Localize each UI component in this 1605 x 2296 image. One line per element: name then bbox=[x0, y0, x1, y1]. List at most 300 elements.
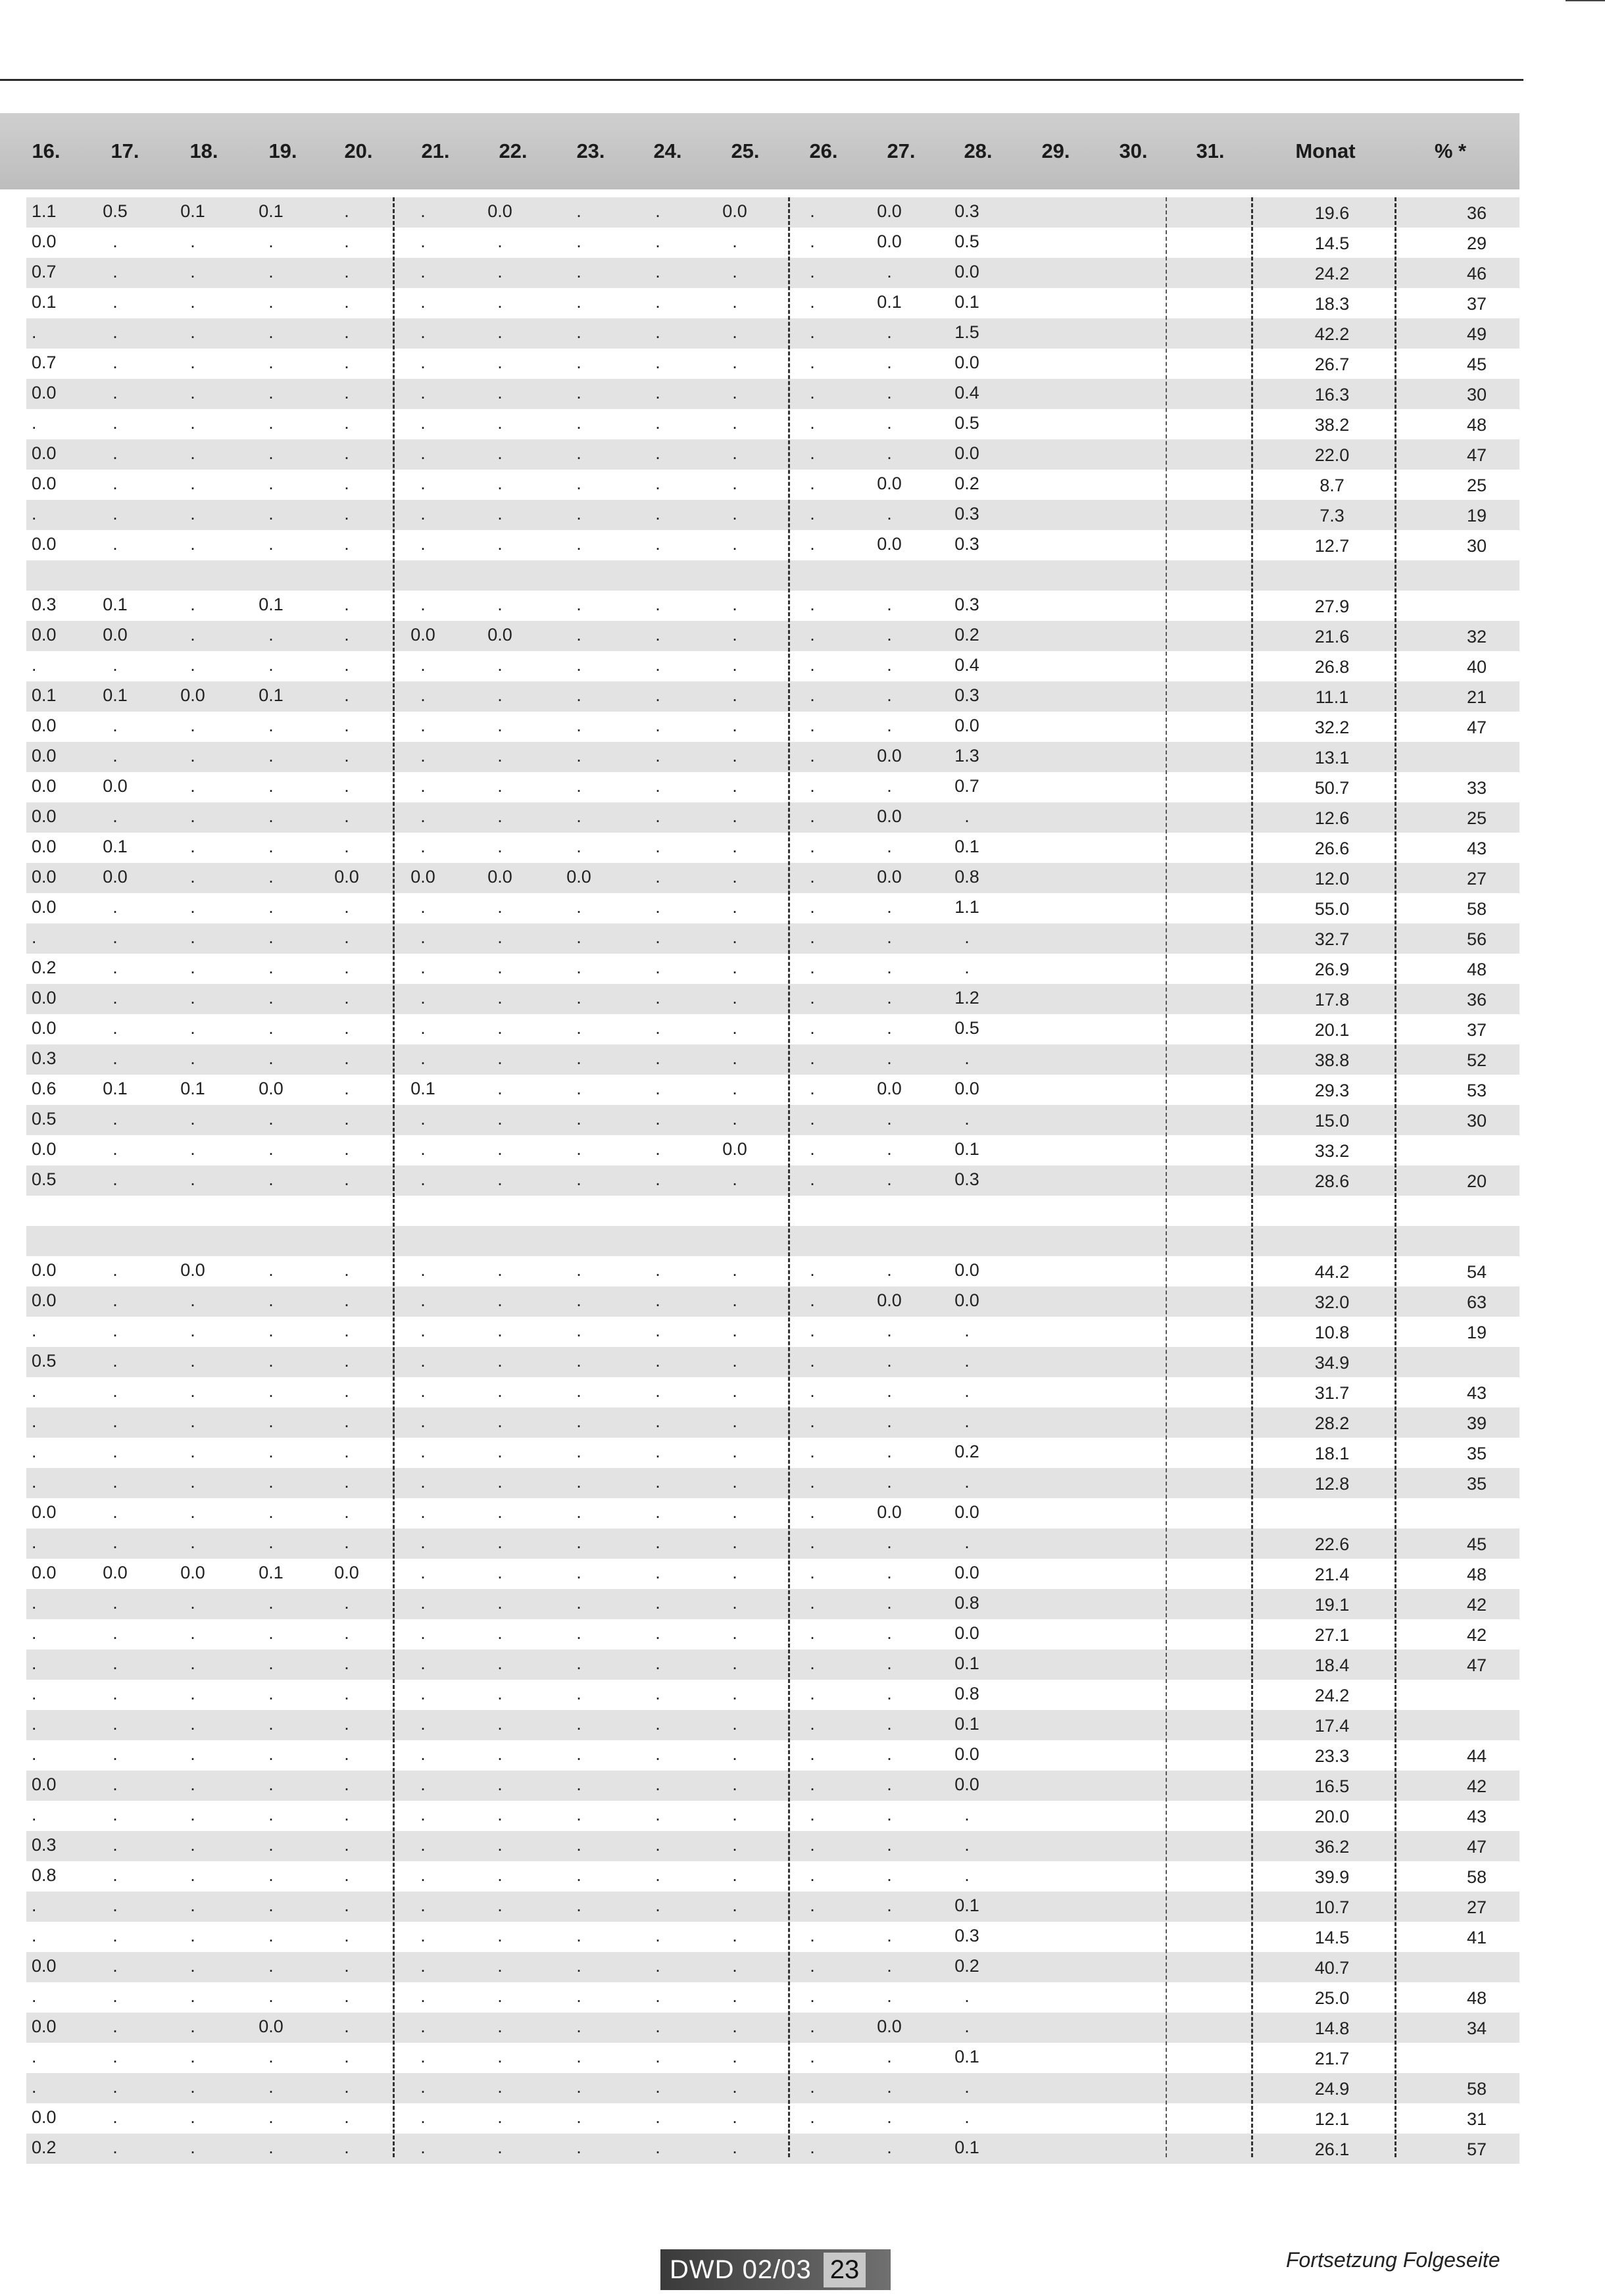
day-cell: . bbox=[655, 746, 660, 766]
day-cell: . bbox=[655, 1048, 660, 1068]
spacer-row bbox=[26, 1196, 1519, 1226]
day-cell: . bbox=[655, 474, 660, 493]
table-row bbox=[26, 1589, 1519, 1619]
day-cell: . bbox=[732, 1048, 737, 1068]
day-cell: 0.0 bbox=[32, 1563, 57, 1582]
day-cell: . bbox=[344, 1321, 349, 1340]
day-cell: . bbox=[112, 353, 118, 372]
day-cell: . bbox=[32, 1986, 37, 2006]
day-cell: . bbox=[112, 1139, 118, 1159]
day-cell: . bbox=[732, 504, 737, 524]
monat-cell: 33.2 bbox=[1314, 1141, 1350, 1161]
day-cell: . bbox=[887, 1623, 892, 1643]
day-cell: . bbox=[190, 958, 195, 977]
table-row bbox=[26, 833, 1519, 863]
day-cell: . bbox=[887, 322, 892, 342]
day-cell: 0.0 bbox=[32, 1502, 57, 1522]
day-cell: . bbox=[32, 504, 37, 524]
day-cell: 0.0 bbox=[32, 534, 57, 554]
day-cell: . bbox=[420, 716, 426, 735]
day-cell: . bbox=[810, 595, 815, 614]
day-cell: . bbox=[420, 262, 426, 281]
day-cell: . bbox=[576, 1563, 581, 1582]
day-cell: . bbox=[112, 1048, 118, 1068]
day-cell: 0.0 bbox=[954, 1502, 979, 1522]
day-cell: . bbox=[887, 2107, 892, 2127]
percent-cell: 32 bbox=[1466, 627, 1487, 647]
day-cell: . bbox=[576, 1593, 581, 1613]
monat-cell: 16.5 bbox=[1314, 1776, 1350, 1796]
day-cell: . bbox=[112, 504, 118, 524]
day-cell: 0.5 bbox=[32, 1109, 57, 1129]
day-cell: . bbox=[32, 927, 37, 947]
day-cell: . bbox=[810, 1290, 815, 1310]
day-cell: . bbox=[344, 2016, 349, 2036]
day-cell: . bbox=[810, 988, 815, 1008]
day-cell: . bbox=[112, 443, 118, 463]
day-cell: . bbox=[112, 1895, 118, 1915]
day-cell: . bbox=[112, 1321, 118, 1340]
day-cell: . bbox=[420, 1442, 426, 1461]
monat-cell: 23.3 bbox=[1314, 1746, 1350, 1766]
day-cell: 0.1 bbox=[259, 1563, 284, 1582]
monat-cell: 8.7 bbox=[1320, 476, 1345, 495]
day-cell: . bbox=[576, 655, 581, 675]
percent-cell: 45 bbox=[1466, 354, 1487, 374]
table-row bbox=[26, 1468, 1519, 1498]
day-cell: . bbox=[420, 927, 426, 947]
day-cell: . bbox=[655, 1502, 660, 1522]
day-cell: . bbox=[112, 2077, 118, 2097]
day-cell: . bbox=[576, 2047, 581, 2066]
day-cell: 0.8 bbox=[954, 1684, 979, 1703]
day-cell: . bbox=[344, 1381, 349, 1401]
day-cell: . bbox=[887, 1563, 892, 1582]
day-cell: 0.5 bbox=[103, 201, 128, 221]
day-cell: . bbox=[887, 2137, 892, 2157]
table-row bbox=[26, 1317, 1519, 1347]
day-cell: 0.3 bbox=[954, 1926, 979, 1945]
day-header: 27. bbox=[887, 139, 916, 162]
day-cell: . bbox=[732, 383, 737, 403]
day-cell: 0.3 bbox=[954, 1169, 979, 1189]
monat-cell: 39.9 bbox=[1314, 1867, 1350, 1887]
day-cell: . bbox=[497, 897, 503, 917]
day-cell: . bbox=[887, 1048, 892, 1068]
monat-cell: 14.5 bbox=[1314, 233, 1350, 253]
day-cell: . bbox=[344, 988, 349, 1008]
day-cell: . bbox=[112, 2016, 118, 2036]
day-cell: . bbox=[887, 685, 892, 705]
monat-cell: 18.4 bbox=[1314, 1655, 1350, 1675]
day-cell: 0.0 bbox=[954, 262, 979, 281]
day-cell: . bbox=[190, 2047, 195, 2066]
table-row bbox=[26, 863, 1519, 893]
day-cell: 0.0 bbox=[180, 1260, 205, 1280]
monat-cell: 18.3 bbox=[1314, 294, 1350, 314]
day-cell: . bbox=[810, 685, 815, 705]
day-header: 19. bbox=[268, 139, 297, 162]
day-cell: . bbox=[344, 1532, 349, 1552]
monat-cell: 12.8 bbox=[1314, 1474, 1350, 1494]
day-cell: 1.2 bbox=[954, 988, 979, 1008]
day-cell: . bbox=[190, 1048, 195, 1068]
day-cell: 0.1 bbox=[259, 685, 284, 705]
day-cell: . bbox=[576, 897, 581, 917]
day-cell: . bbox=[344, 1774, 349, 1794]
day-cell: . bbox=[497, 1381, 503, 1401]
day-cell: . bbox=[887, 1684, 892, 1703]
day-cell: . bbox=[190, 1351, 195, 1371]
day-cell: . bbox=[190, 1744, 195, 1764]
percent-cell: 56 bbox=[1466, 929, 1487, 949]
day-cell: . bbox=[655, 2077, 660, 2097]
day-cell: . bbox=[32, 1714, 37, 1734]
day-cell: . bbox=[576, 1502, 581, 1522]
day-cell: . bbox=[887, 443, 892, 463]
table-row bbox=[26, 409, 1519, 439]
day-cell: . bbox=[32, 2047, 37, 2066]
day-cell: . bbox=[190, 1986, 195, 2006]
day-cell: . bbox=[732, 776, 737, 796]
monat-cell: 10.8 bbox=[1314, 1323, 1350, 1342]
day-cell: 0.3 bbox=[954, 504, 979, 524]
day-cell: 0.7 bbox=[32, 262, 57, 281]
day-cell: . bbox=[112, 1623, 118, 1643]
day-cell: . bbox=[497, 655, 503, 675]
day-cell: . bbox=[420, 897, 426, 917]
day-cell: . bbox=[497, 595, 503, 614]
day-cell: 0.5 bbox=[954, 1018, 979, 1038]
day-cell: . bbox=[420, 1018, 426, 1038]
day-cell: . bbox=[112, 1684, 118, 1703]
monat-cell: 14.5 bbox=[1314, 1928, 1350, 1947]
day-cell: . bbox=[497, 534, 503, 554]
day-cell: . bbox=[732, 1563, 737, 1582]
day-cell: . bbox=[268, 534, 274, 554]
table-row bbox=[26, 318, 1519, 349]
day-cell: . bbox=[887, 655, 892, 675]
day-cell: . bbox=[655, 1532, 660, 1552]
day-cell: . bbox=[268, 1744, 274, 1764]
day-cell: . bbox=[497, 746, 503, 766]
day-cell: . bbox=[497, 2047, 503, 2066]
day-cell: 0.0 bbox=[877, 2016, 902, 2036]
day-cell: . bbox=[32, 1623, 37, 1643]
day-cell: . bbox=[810, 776, 815, 796]
day-cell: . bbox=[420, 1805, 426, 1824]
day-cell: . bbox=[344, 1926, 349, 1945]
percent-cell: 45 bbox=[1466, 1534, 1487, 1554]
day-cell: . bbox=[268, 1169, 274, 1189]
day-cell: . bbox=[190, 2107, 195, 2127]
day-cell: 0.0 bbox=[32, 474, 57, 493]
day-cell: . bbox=[190, 1109, 195, 1129]
day-cell: . bbox=[268, 1018, 274, 1038]
day-cell: . bbox=[497, 1532, 503, 1552]
day-cell: . bbox=[732, 927, 737, 947]
day-cell: . bbox=[576, 595, 581, 614]
day-cell: . bbox=[732, 2016, 737, 2036]
day-cell: . bbox=[268, 1109, 274, 1129]
monat-cell: 21.6 bbox=[1314, 627, 1350, 647]
day-cell: . bbox=[576, 1714, 581, 1734]
day-cell: . bbox=[964, 2077, 970, 2097]
day-cell: 0.1 bbox=[410, 1079, 435, 1098]
day-cell: . bbox=[190, 1018, 195, 1038]
day-cell: . bbox=[420, 837, 426, 856]
table-row bbox=[26, 1649, 1519, 1680]
day-cell: . bbox=[420, 1653, 426, 1673]
day-cell: . bbox=[344, 1109, 349, 1129]
table-row bbox=[26, 1952, 1519, 1982]
day-cell: . bbox=[344, 474, 349, 493]
day-cell: . bbox=[497, 806, 503, 826]
day-cell: . bbox=[810, 2047, 815, 2066]
day-header: 30. bbox=[1119, 139, 1148, 162]
day-cell: . bbox=[887, 1774, 892, 1794]
day-cell: . bbox=[344, 746, 349, 766]
day-cell: . bbox=[268, 1865, 274, 1885]
day-cell: . bbox=[732, 1623, 737, 1643]
table-row bbox=[26, 1740, 1519, 1771]
continuation-note: Fortsetzung Folgeseite bbox=[1286, 2248, 1500, 2272]
day-cell: 0.0 bbox=[32, 232, 57, 251]
day-cell: . bbox=[655, 1714, 660, 1734]
day-cell: . bbox=[344, 262, 349, 281]
day-cell: . bbox=[112, 1351, 118, 1371]
day-cell: . bbox=[964, 1321, 970, 1340]
day-cell: . bbox=[576, 1774, 581, 1794]
day-cell: . bbox=[964, 2016, 970, 2036]
day-cell: . bbox=[420, 1926, 426, 1945]
day-cell: 0.0 bbox=[566, 867, 591, 887]
day-cell: . bbox=[576, 746, 581, 766]
day-cell: . bbox=[268, 837, 274, 856]
day-cell: . bbox=[344, 1290, 349, 1310]
percent-cell: 34 bbox=[1466, 2018, 1487, 2038]
day-cell: . bbox=[32, 1926, 37, 1945]
table-row bbox=[26, 1075, 1519, 1105]
day-cell: . bbox=[112, 1956, 118, 1976]
day-cell: 0.0 bbox=[32, 1018, 57, 1038]
day-cell: . bbox=[420, 1381, 426, 1401]
day-cell: . bbox=[576, 534, 581, 554]
day-cell: . bbox=[268, 655, 274, 675]
monat-cell: 42.2 bbox=[1314, 324, 1350, 344]
day-cell: . bbox=[655, 413, 660, 433]
day-cell: . bbox=[344, 1744, 349, 1764]
table-row bbox=[26, 802, 1519, 833]
day-cell: . bbox=[964, 1472, 970, 1492]
day-cell: . bbox=[810, 201, 815, 221]
table-row bbox=[26, 1407, 1519, 1438]
day-cell: . bbox=[732, 1532, 737, 1552]
day-cell: . bbox=[497, 716, 503, 735]
day-cell: . bbox=[32, 1532, 37, 1552]
day-cell: . bbox=[732, 2137, 737, 2157]
day-cell: . bbox=[190, 1865, 195, 1885]
day-cell: 0.0 bbox=[32, 837, 57, 856]
day-cell: . bbox=[655, 595, 660, 614]
day-cell: . bbox=[810, 1623, 815, 1643]
day-cell: 0.0 bbox=[259, 2016, 284, 2036]
monat-header: Monat bbox=[1295, 139, 1356, 162]
day-cell: . bbox=[112, 927, 118, 947]
day-cell: . bbox=[190, 2137, 195, 2157]
day-cell: . bbox=[810, 474, 815, 493]
day-cell: . bbox=[576, 353, 581, 372]
day-cell: . bbox=[732, 1714, 737, 1734]
day-cell: . bbox=[576, 1532, 581, 1552]
day-cell: . bbox=[420, 806, 426, 826]
day-cell: . bbox=[655, 534, 660, 554]
percent-cell: 48 bbox=[1466, 1988, 1487, 2008]
day-cell: . bbox=[112, 1109, 118, 1129]
day-cell: . bbox=[268, 1593, 274, 1613]
day-cell: . bbox=[810, 2107, 815, 2127]
day-cell: . bbox=[268, 262, 274, 281]
day-cell: . bbox=[887, 1835, 892, 1855]
percent-cell: 58 bbox=[1466, 2079, 1487, 2099]
day-cell: . bbox=[190, 746, 195, 766]
day-cell: . bbox=[190, 504, 195, 524]
day-cell: . bbox=[576, 927, 581, 947]
day-cell: . bbox=[268, 1835, 274, 1855]
monat-cell: 12.0 bbox=[1314, 869, 1350, 889]
day-cell: . bbox=[576, 2137, 581, 2157]
day-cell: 0.0 bbox=[32, 1774, 57, 1794]
day-cell: . bbox=[112, 897, 118, 917]
day-cell: . bbox=[268, 1805, 274, 1824]
day-cell: . bbox=[344, 1502, 349, 1522]
day-cell: . bbox=[576, 1139, 581, 1159]
day-cell: . bbox=[420, 2107, 426, 2127]
day-cell: . bbox=[887, 1018, 892, 1038]
day-cell: . bbox=[732, 262, 737, 281]
day-cell: . bbox=[732, 806, 737, 826]
day-cell: . bbox=[112, 1442, 118, 1461]
day-cell: . bbox=[32, 2077, 37, 2097]
day-cell: 0.4 bbox=[954, 655, 979, 675]
day-cell: . bbox=[655, 1563, 660, 1582]
day-cell: . bbox=[268, 1956, 274, 1976]
day-cell: . bbox=[190, 716, 195, 735]
day-cell: . bbox=[420, 746, 426, 766]
day-cell: . bbox=[497, 1290, 503, 1310]
day-cell: . bbox=[576, 1018, 581, 1038]
day-cell: 0.3 bbox=[954, 595, 979, 614]
spacer-row bbox=[26, 1226, 1519, 1256]
day-cell: . bbox=[810, 837, 815, 856]
day-cell: 0.1 bbox=[32, 685, 57, 705]
day-cell: . bbox=[887, 1139, 892, 1159]
day-cell: . bbox=[420, 1986, 426, 2006]
day-cell: . bbox=[344, 897, 349, 917]
day-cell: . bbox=[576, 1744, 581, 1764]
day-cell: . bbox=[190, 1926, 195, 1945]
percent-cell: 37 bbox=[1466, 1020, 1487, 1040]
day-cell: . bbox=[655, 2137, 660, 2157]
day-cell: . bbox=[655, 1956, 660, 1976]
day-cell: . bbox=[497, 1411, 503, 1431]
day-cell: . bbox=[497, 474, 503, 493]
day-cell: . bbox=[497, 1139, 503, 1159]
table-row bbox=[26, 258, 1519, 288]
day-cell: . bbox=[732, 1926, 737, 1945]
day-cell: . bbox=[732, 1018, 737, 1038]
day-cell: . bbox=[420, 1956, 426, 1976]
percent-cell: 35 bbox=[1466, 1474, 1487, 1494]
monat-cell: 15.0 bbox=[1314, 1111, 1350, 1131]
day-cell: 0.1 bbox=[180, 201, 205, 221]
day-cell: . bbox=[268, 474, 274, 493]
day-cell: . bbox=[190, 443, 195, 463]
day-cell: . bbox=[497, 1774, 503, 1794]
day-cell: . bbox=[112, 1805, 118, 1824]
percent-cell: 43 bbox=[1466, 839, 1487, 858]
table-row bbox=[26, 1619, 1519, 1649]
table-row bbox=[26, 2134, 1519, 2164]
day-cell: . bbox=[576, 1048, 581, 1068]
day-cell: . bbox=[268, 625, 274, 645]
day-cell: . bbox=[576, 1442, 581, 1461]
day-cell: 0.7 bbox=[32, 353, 57, 372]
percent-cell: 48 bbox=[1466, 960, 1487, 979]
day-cell: . bbox=[655, 867, 660, 887]
day-cell: . bbox=[344, 1956, 349, 1976]
day-header: 31. bbox=[1196, 139, 1225, 162]
day-cell: . bbox=[732, 1684, 737, 1703]
day-cell: . bbox=[190, 1381, 195, 1401]
day-cell: . bbox=[964, 1109, 970, 1129]
table-row bbox=[26, 772, 1519, 802]
day-cell: . bbox=[497, 1169, 503, 1189]
day-cell: . bbox=[732, 897, 737, 917]
day-cell: . bbox=[112, 232, 118, 251]
day-cell: . bbox=[887, 1653, 892, 1673]
day-cell: . bbox=[732, 1169, 737, 1189]
spacer-row bbox=[26, 560, 1519, 591]
day-cell: 0.0 bbox=[32, 1260, 57, 1280]
day-cell: . bbox=[576, 232, 581, 251]
day-cell: 0.0 bbox=[877, 806, 902, 826]
day-cell: . bbox=[190, 837, 195, 856]
day-cell: . bbox=[497, 1895, 503, 1915]
day-cell: . bbox=[268, 867, 274, 887]
table-row bbox=[26, 197, 1519, 228]
day-cell: . bbox=[576, 504, 581, 524]
day-cell: . bbox=[344, 1895, 349, 1915]
day-cell: . bbox=[420, 776, 426, 796]
day-cell: . bbox=[887, 1714, 892, 1734]
table-row bbox=[26, 1347, 1519, 1377]
day-cell: . bbox=[655, 2016, 660, 2036]
percent-cell: 44 bbox=[1466, 1746, 1487, 1766]
day-cell: . bbox=[810, 443, 815, 463]
day-cell: . bbox=[190, 1714, 195, 1734]
day-cell: . bbox=[112, 988, 118, 1008]
day-cell: . bbox=[576, 625, 581, 645]
day-cell: . bbox=[190, 413, 195, 433]
day-cell: . bbox=[964, 1805, 970, 1824]
day-cell: . bbox=[810, 1805, 815, 1824]
day-cell: . bbox=[655, 1684, 660, 1703]
percent-cell: 20 bbox=[1466, 1171, 1487, 1191]
day-cell: . bbox=[887, 1805, 892, 1824]
divider-pct bbox=[1395, 197, 1396, 2157]
day-cell: 0.0 bbox=[103, 776, 128, 796]
